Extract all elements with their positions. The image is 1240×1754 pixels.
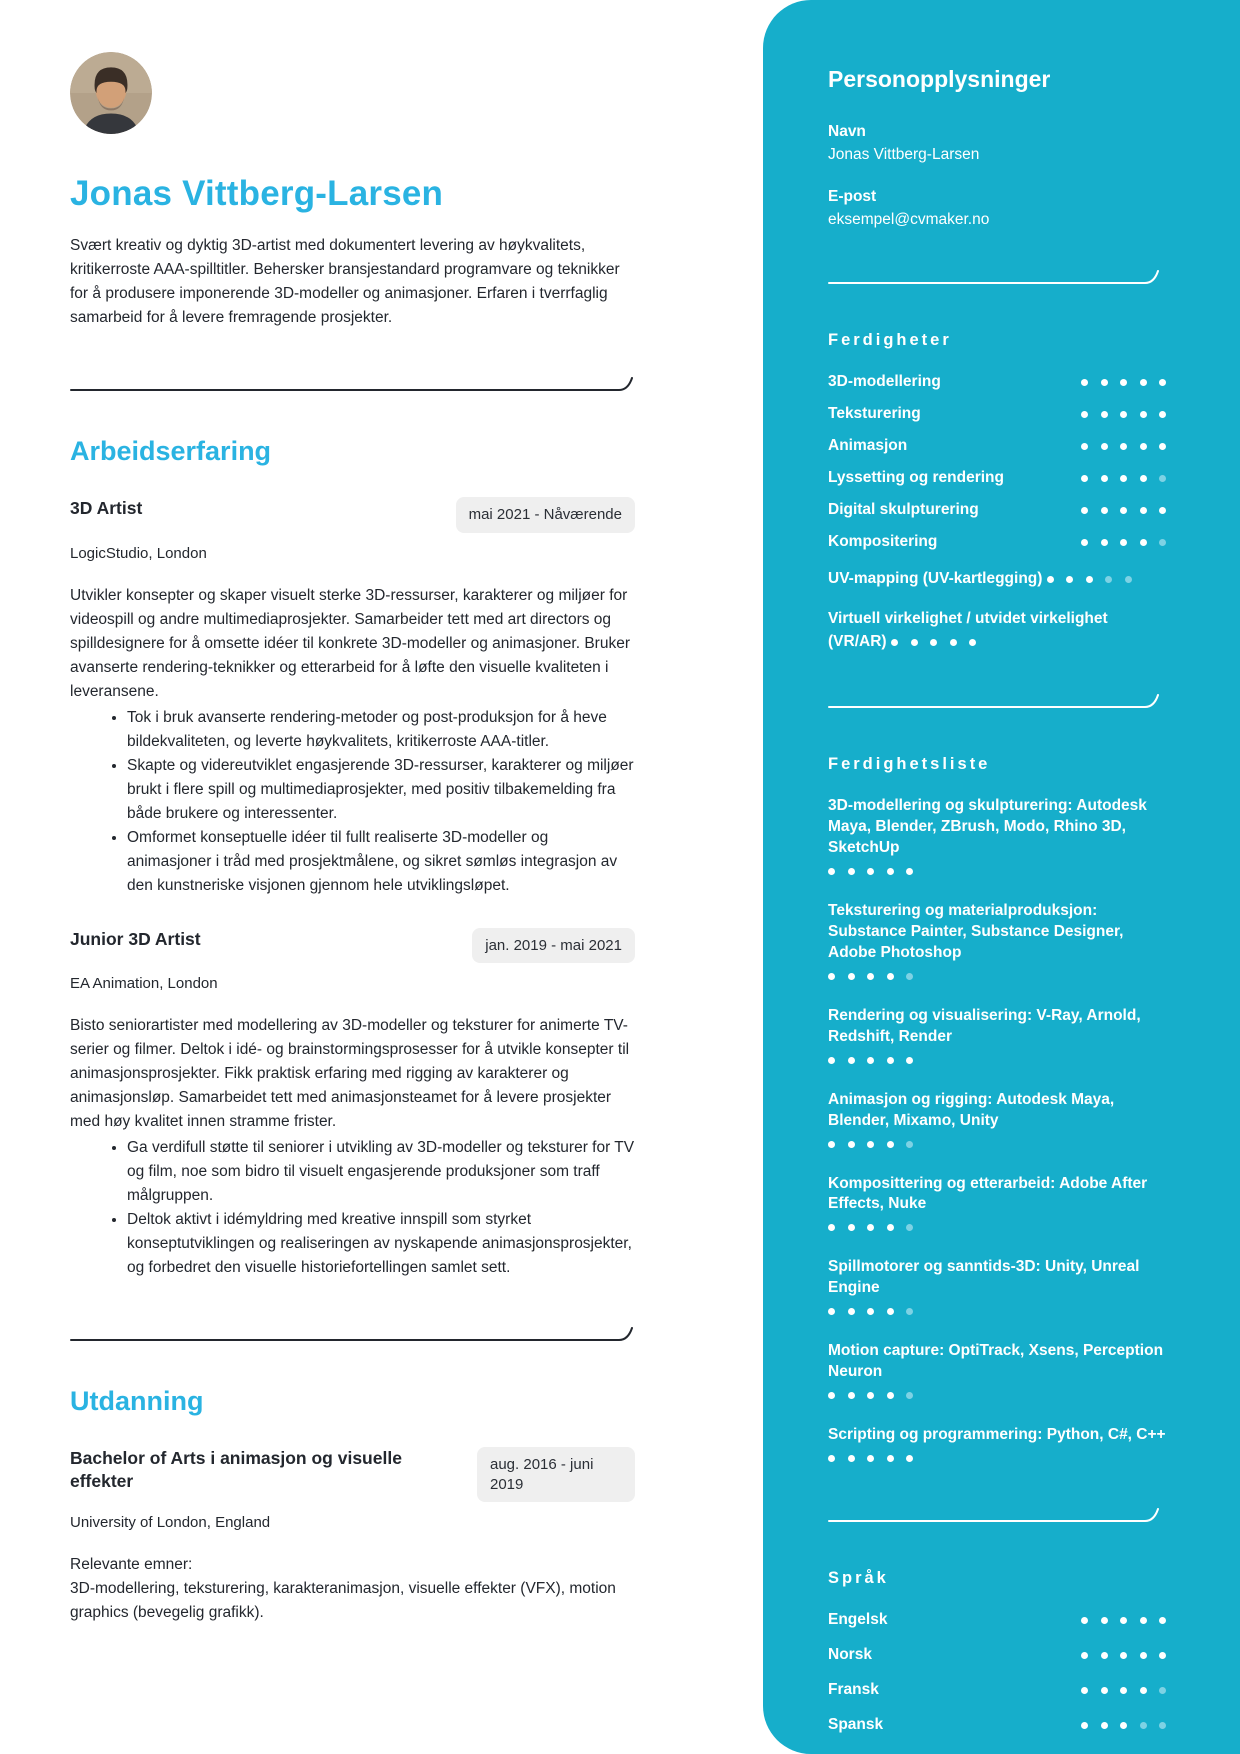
language-rating xyxy=(1081,1611,1166,1629)
rating-dot xyxy=(887,1392,894,1399)
bullet-item: • Skapte og videreutviklet engasjerende 3D-ressurser, karakterer og miljøer brukt i flere spill og multimediaprosjekter, med positiv tilbakemelding fra både brukere og interessenter. xyxy=(127,754,635,826)
avatar-illustration xyxy=(70,52,152,134)
personal-field xyxy=(828,188,1166,229)
rating-dot xyxy=(867,868,874,875)
skills-list-item xyxy=(828,1006,1166,1069)
skill-row xyxy=(828,500,1166,521)
field-value: Jonas Vittberg-Larsen xyxy=(828,146,980,163)
rating-dot xyxy=(1159,507,1166,514)
rating-dot xyxy=(828,1141,835,1148)
job-header xyxy=(70,497,635,533)
rating-dot xyxy=(1081,1617,1088,1624)
rating-dot xyxy=(1140,507,1147,514)
rating-dot xyxy=(906,1455,913,1462)
bullet-item: • Ga verdifull støtte til seniorer i utvikling av 3D-modeller og teksturer for TV og film, noe som bidro til visuelt engasjerende produksjoner som traff målgruppen. xyxy=(127,1136,635,1208)
skills-list-item xyxy=(828,1341,1166,1404)
skills-list-item xyxy=(828,1174,1166,1237)
job-period-badge: mai 2021 - Nåværende xyxy=(456,497,635,533)
skills-list-text: Animasjon og rigging: Autodesk Maya, Blender, Mixamo, Unity xyxy=(828,1090,1115,1129)
rating-dot xyxy=(1140,1652,1147,1659)
skill-row xyxy=(828,404,1166,425)
skills-list-rating xyxy=(828,1449,913,1466)
rating-dot xyxy=(848,1308,855,1315)
rating-dot xyxy=(1101,507,1108,514)
rating-dot xyxy=(906,1057,913,1064)
skill-row xyxy=(828,468,1166,489)
rating-dot xyxy=(887,1224,894,1231)
education-degree: Bachelor of Arts i animasjon og visuelle effekter xyxy=(70,1448,402,1492)
work-experience-section xyxy=(70,436,635,1280)
language-name: Spansk xyxy=(828,1715,884,1733)
rating-dot xyxy=(1140,539,1147,546)
rating-dot xyxy=(1159,475,1166,482)
rating-dot xyxy=(1159,1687,1166,1694)
skills-list-item xyxy=(828,901,1166,985)
rating-dot xyxy=(1140,379,1147,386)
sidebar-divider xyxy=(828,1505,1166,1523)
education-details-text: 3D-modellering, teksturering, karakteranimasjon, visuelle effekter (VFX), motion graphics (bevegelig grafikk). xyxy=(70,1580,616,1622)
skills-list-rating xyxy=(828,862,913,879)
rating-dot xyxy=(1120,507,1127,514)
rating-dot xyxy=(1047,576,1054,583)
rating-dot xyxy=(969,639,976,646)
skills-list-item xyxy=(828,1090,1166,1153)
field-label: Navn xyxy=(828,123,866,140)
rating-dot xyxy=(1120,411,1127,418)
job-company: LogicStudio, London xyxy=(70,544,207,562)
section-divider xyxy=(70,374,640,392)
bullet-item: • Omformet konseptuelle idéer til fullt realiserte 3D-modeller og animasjoner i tråd med prosjektmålene, og sikret sømløs integrasjon av den kunstneriske visjonen gjennom hele utviklingsløpet. xyxy=(127,826,635,898)
rating-dot xyxy=(848,1141,855,1148)
skills-list-item xyxy=(828,1257,1166,1320)
job-role: Junior 3D Artist xyxy=(70,928,201,949)
skills-list-rating xyxy=(828,1218,913,1235)
rating-dot xyxy=(867,1308,874,1315)
rating-dot xyxy=(1081,1687,1088,1694)
sidebar-skills-title: Ferdigheter xyxy=(828,331,952,349)
rating-dot xyxy=(1086,576,1093,583)
rating-dot xyxy=(1101,1617,1108,1624)
rating-dot xyxy=(828,868,835,875)
field-label: E-post xyxy=(828,188,877,205)
skills-list-text: Rendering og visualisering: V-Ray, Arnold, Redshift, Render xyxy=(828,1006,1141,1045)
rating-dot xyxy=(1120,1722,1127,1729)
rating-dot xyxy=(1101,411,1108,418)
section-title-education: Utdanning xyxy=(70,1386,204,1417)
skill-name: 3D-modellering xyxy=(828,373,941,390)
rating-dot xyxy=(906,1141,913,1148)
language-rating xyxy=(1081,1681,1166,1699)
education-entry xyxy=(70,1447,635,1625)
skills-list-rating xyxy=(828,967,913,984)
rating-dot xyxy=(1159,1617,1166,1624)
rating-dot xyxy=(1120,1617,1127,1624)
section-divider xyxy=(70,1324,640,1342)
rating-dot xyxy=(906,1224,913,1231)
field-value: eksempel@cvmaker.no xyxy=(828,211,990,228)
rating-dot xyxy=(887,1057,894,1064)
rating-dot xyxy=(1140,1617,1147,1624)
skill-row xyxy=(828,372,1166,393)
rating-dot xyxy=(867,1455,874,1462)
rating-dot xyxy=(1081,539,1088,546)
skill-rating xyxy=(1081,533,1166,551)
rating-dot xyxy=(828,973,835,980)
rating-dot xyxy=(1081,1652,1088,1659)
education-section xyxy=(70,1386,635,1625)
job-entry xyxy=(70,497,635,898)
skills-list-rating xyxy=(828,1135,913,1152)
skill-rating xyxy=(1081,501,1166,519)
skill-row xyxy=(828,609,1166,653)
rating-dot xyxy=(1101,539,1108,546)
skills-list-rating xyxy=(828,1386,913,1403)
language-row xyxy=(828,1680,1166,1701)
rating-dot xyxy=(1140,1687,1147,1694)
rating-dot xyxy=(1159,443,1166,450)
education-school: University of London, England xyxy=(70,1514,271,1532)
skills-list-text: Teksturering og materialproduksjon: Substance Painter, Substance Designer, Adobe Photoshop xyxy=(828,902,1124,961)
skill-row xyxy=(828,567,1166,590)
skill-row xyxy=(828,532,1166,553)
rating-dot xyxy=(1120,443,1127,450)
language-list xyxy=(828,1610,1166,1736)
rating-dot xyxy=(887,973,894,980)
rating-dot xyxy=(906,1308,913,1315)
sidebar-divider xyxy=(828,691,1166,709)
skill-rating xyxy=(891,633,976,650)
rating-dot xyxy=(1101,475,1108,482)
rating-dot xyxy=(930,639,937,646)
skill-rating xyxy=(1047,570,1132,587)
rating-dot xyxy=(1101,1652,1108,1659)
job-list xyxy=(70,497,635,1280)
rating-dot xyxy=(887,1141,894,1148)
language-rating xyxy=(1081,1646,1166,1664)
rating-dot xyxy=(867,1057,874,1064)
skill-rating xyxy=(1081,373,1166,391)
education-details-label: Relevante emner: xyxy=(70,1556,193,1574)
personal-fields xyxy=(828,123,1166,229)
skill-rating xyxy=(1081,469,1166,487)
job-header xyxy=(70,928,635,964)
rating-dot xyxy=(906,868,913,875)
skill-rating xyxy=(1081,437,1166,455)
sidebar-divider xyxy=(828,267,1166,285)
skill-name: Animasjon xyxy=(828,436,908,454)
skills-list-text: Spillmotorer og sanntids-3D: Unity, Unreal Engine xyxy=(828,1258,1140,1297)
rating-dot xyxy=(911,639,918,646)
job-role: 3D Artist xyxy=(70,498,143,519)
rating-dot xyxy=(1105,576,1112,583)
education-header xyxy=(70,1447,635,1502)
bullet-item: • Deltok aktivt i idémyldring med kreative innspill som styrket konseptutviklingen og realiseringen av nyskapende animasjonsprosjekter, og forbedret den visuelle historiefortellingen samlet sett. xyxy=(127,1208,635,1280)
rating-dot xyxy=(828,1057,835,1064)
skills-list-text: 3D-modellering og skulpturering: Autodesk Maya, Blender, ZBrush, Modo, Rhino 3D, SketchUp xyxy=(828,797,1147,857)
language-name: Fransk xyxy=(828,1680,879,1698)
language-row xyxy=(828,1610,1166,1631)
skill-name: UV-mapping (UV-kartlegging) xyxy=(828,569,1043,587)
rating-dot xyxy=(891,639,898,646)
sidebar xyxy=(763,0,1240,1754)
language-row xyxy=(828,1645,1166,1666)
skill-name: Lyssetting og rendering xyxy=(828,468,1004,486)
rating-dot xyxy=(1120,1687,1127,1694)
skills-list-rating xyxy=(828,1302,913,1319)
rating-dot xyxy=(848,1224,855,1231)
rating-dot xyxy=(1081,507,1088,514)
skill-rating xyxy=(1081,405,1166,423)
sidebar-languages-title: Språk xyxy=(828,1568,889,1587)
skill-row xyxy=(828,436,1166,457)
rating-dot xyxy=(1140,443,1147,450)
rating-dot xyxy=(887,868,894,875)
skill-name: Digital skulpturering xyxy=(828,500,979,518)
rating-dot xyxy=(848,973,855,980)
job-period-badge: jan. 2019 - mai 2021 xyxy=(472,928,635,964)
rating-dot xyxy=(828,1224,835,1231)
skills-list-text: Motion capture: OptiTrack, Xsens, Perception Neuron xyxy=(828,1342,1164,1381)
rating-dot xyxy=(1081,379,1088,386)
rating-dot xyxy=(1125,576,1132,583)
rating-dot xyxy=(1101,1687,1108,1694)
skills-rating-list xyxy=(828,372,1166,653)
language-rating xyxy=(1081,1716,1166,1734)
job-company: EA Animation, London xyxy=(70,975,218,993)
rating-dot xyxy=(1140,475,1147,482)
job-entry xyxy=(70,928,635,1281)
profile-summary: Svært kreativ og dyktig 3D-artist med dokumentert levering av høykvalitets, kritikerroste AAA-spilltitler. Behersker bransjestandard programvare og teknikker for å produsere imponerende 3D-modeller og animasjoner. Erfaren i tverrfaglig samarbeid for å levere fremragende prosjekter. xyxy=(70,237,620,327)
rating-dot xyxy=(1101,1722,1108,1729)
rating-dot xyxy=(848,1392,855,1399)
rating-dot xyxy=(887,1308,894,1315)
skills-list-item xyxy=(828,796,1166,880)
rating-dot xyxy=(867,1392,874,1399)
language-name: Norsk xyxy=(828,1645,872,1663)
rating-dot xyxy=(1140,411,1147,418)
skill-name: Teksturering xyxy=(828,404,921,422)
rating-dot xyxy=(867,973,874,980)
rating-dot xyxy=(950,639,957,646)
rating-dot xyxy=(1159,1722,1166,1729)
rating-dot xyxy=(1081,1722,1088,1729)
rating-dot xyxy=(1081,411,1088,418)
language-name: Engelsk xyxy=(828,1610,888,1628)
skill-name: Kompositering xyxy=(828,532,938,550)
education-period-badge: aug. 2016 - juni 2019 xyxy=(477,1447,635,1502)
job-bullets xyxy=(70,706,635,898)
rating-dot xyxy=(848,1455,855,1462)
skills-list-rating xyxy=(828,1051,913,1068)
rating-dot xyxy=(828,1308,835,1315)
profile-photo xyxy=(70,52,152,134)
rating-dot xyxy=(1159,1652,1166,1659)
candidate-name: Jonas Vittberg-Larsen xyxy=(70,174,444,213)
rating-dot xyxy=(848,868,855,875)
bullet-item: • Tok i bruk avanserte rendering-metoder og post-produksjon for å heve bildekvaliteten, og leverte høykvalitets, kritikerroste AAA-titler. xyxy=(127,706,635,754)
rating-dot xyxy=(906,973,913,980)
rating-dot xyxy=(867,1224,874,1231)
rating-dot xyxy=(1081,475,1088,482)
rating-dot xyxy=(1101,443,1108,450)
rating-dot xyxy=(887,1455,894,1462)
skills-list-text: Scripting og programmering: Python, C#, C++ xyxy=(828,1426,1166,1444)
rating-dot xyxy=(1120,475,1127,482)
rating-dot xyxy=(1159,411,1166,418)
language-row xyxy=(828,1715,1166,1736)
rating-dot xyxy=(1140,1722,1147,1729)
rating-dot xyxy=(828,1392,835,1399)
rating-dot xyxy=(1120,1652,1127,1659)
rating-dot xyxy=(1120,539,1127,546)
rating-dot xyxy=(828,1455,835,1462)
job-bullets xyxy=(70,1136,635,1280)
rating-dot xyxy=(867,1141,874,1148)
education-details xyxy=(70,1553,635,1625)
skills-detail-list xyxy=(828,796,1166,1467)
rating-dot xyxy=(906,1392,913,1399)
job-description: Utvikler konsepter og skaper visuelt sterke 3D-ressurser, karakterer og miljøer for videospill og andre multimediaprosjekter. Samarbeider tett med art directors og spilldesignere for å omsette idéer til konkrete 3D-modeller og animasjoner. Bruker avanserte rendering-teknikker og etterarbeid for å løfte den visuelle kvaliteten i leveransene. xyxy=(70,586,630,700)
rating-dot xyxy=(1120,379,1127,386)
rating-dot xyxy=(1101,379,1108,386)
rating-dot xyxy=(1066,576,1073,583)
skills-list-text: Komposittering og etterarbeid: Adobe After Effects, Nuke xyxy=(828,1174,1148,1213)
job-description: Bisto seniorartister med modellering av 3D-modeller og teksturer for animerte TV-serier og filmer. Deltok i idé- og brainstormingsprosesser for å utvikle konsepter til animasjonsprosjekter. Fikk praktisk erfaring med rigging av karakterer og animasjonsløp. Samarbeidet tett med animasjonsteamet for å levere prosjekter med høy kvalitet innen stramme frister. xyxy=(70,1017,630,1131)
sidebar-skills-list-title: Ferdighetsliste xyxy=(828,755,991,774)
rating-dot xyxy=(1081,443,1088,450)
rating-dot xyxy=(1159,539,1166,546)
sidebar-personal-title: Personopplysninger xyxy=(828,66,1051,92)
section-title-work: Arbeidserfaring xyxy=(70,436,272,467)
skill-name: Virtuell virkelighet / utvidet virkelighet (VR/AR) xyxy=(828,610,1108,651)
rating-dot xyxy=(848,1057,855,1064)
personal-field xyxy=(828,123,1166,164)
skills-list-item xyxy=(828,1425,1166,1467)
rating-dot xyxy=(1159,379,1166,386)
